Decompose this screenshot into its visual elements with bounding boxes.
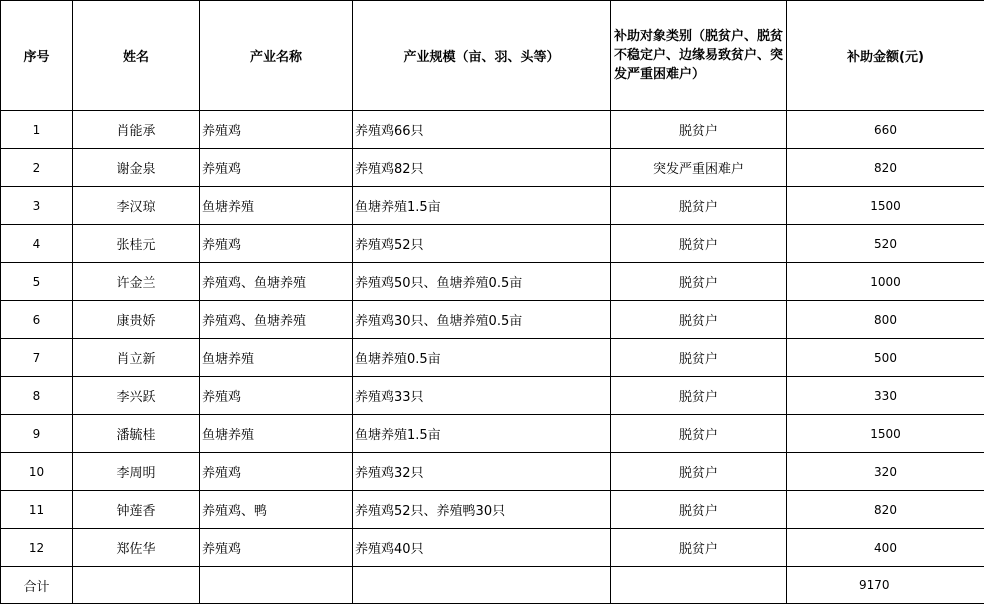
row-category: 脱贫户 <box>611 225 787 263</box>
header-scale: 产业规模（亩、羽、头等） <box>353 1 611 111</box>
row-name: 谢金泉 <box>73 149 200 187</box>
row-category: 脱贫户 <box>611 415 787 453</box>
row-name: 李兴跃 <box>73 377 200 415</box>
row-category: 脱贫户 <box>611 491 787 529</box>
row-index: 4 <box>1 225 73 263</box>
row-amount: 1500 <box>787 415 984 453</box>
row-name: 许金兰 <box>73 263 200 301</box>
table-row <box>1 111 984 149</box>
row-amount: 320 <box>787 453 984 491</box>
row-index: 7 <box>1 339 73 377</box>
row-scale: 养殖鸡82只 <box>353 149 611 187</box>
row-index: 1 <box>1 111 73 149</box>
total-empty-cell <box>200 567 353 604</box>
row-amount: 1500 <box>787 187 984 225</box>
row-amount: 800 <box>787 301 984 339</box>
row-scale: 养殖鸡33只 <box>353 377 611 415</box>
table-row <box>1 491 984 529</box>
row-name: 康贵娇 <box>73 301 200 339</box>
total-label: 合计 <box>1 567 73 604</box>
row-amount: 660 <box>787 111 984 149</box>
row-name: 潘毓桂 <box>73 415 200 453</box>
row-amount: 520 <box>787 225 984 263</box>
table-row <box>1 225 984 263</box>
table-row <box>1 453 984 491</box>
row-industry: 养殖鸡 <box>200 453 353 491</box>
row-scale: 鱼塘养殖0.5亩 <box>353 339 611 377</box>
total-empty-cell <box>611 567 787 604</box>
row-scale: 养殖鸡66只 <box>353 111 611 149</box>
row-industry: 养殖鸡、鸭 <box>200 491 353 529</box>
row-scale: 鱼塘养殖1.5亩 <box>353 187 611 225</box>
total-empty-cell <box>73 567 200 604</box>
table-row <box>1 529 984 567</box>
table-row <box>1 263 984 301</box>
row-index: 11 <box>1 491 73 529</box>
row-scale: 养殖鸡32只 <box>353 453 611 491</box>
row-amount: 820 <box>787 149 984 187</box>
row-category: 脱贫户 <box>611 453 787 491</box>
row-amount: 330 <box>787 377 984 415</box>
row-index: 8 <box>1 377 73 415</box>
row-index: 6 <box>1 301 73 339</box>
total-row <box>1 567 984 604</box>
row-name: 肖能承 <box>73 111 200 149</box>
header-index: 序号 <box>1 1 73 111</box>
row-category: 脱贫户 <box>611 339 787 377</box>
row-name: 李周明 <box>73 453 200 491</box>
table-row <box>1 377 984 415</box>
table-row <box>1 149 984 187</box>
row-name: 肖立新 <box>73 339 200 377</box>
row-category: 脱贫户 <box>611 529 787 567</box>
table-row <box>1 415 984 453</box>
row-industry: 养殖鸡 <box>200 529 353 567</box>
row-amount: 400 <box>787 529 984 567</box>
row-category: 脱贫户 <box>611 301 787 339</box>
header-row <box>1 1 984 111</box>
row-amount: 500 <box>787 339 984 377</box>
row-category: 脱贫户 <box>611 111 787 149</box>
row-scale: 养殖鸡52只、养殖鸭30只 <box>353 491 611 529</box>
row-index: 2 <box>1 149 73 187</box>
row-industry: 养殖鸡 <box>200 149 353 187</box>
row-name: 郑佐华 <box>73 529 200 567</box>
row-industry: 养殖鸡 <box>200 225 353 263</box>
total-empty-cell <box>353 567 611 604</box>
row-category: 脱贫户 <box>611 377 787 415</box>
header-category: 补助对象类别（脱贫户、脱贫不稳定户、边缘易致贫户、突发严重困难户） <box>611 1 787 111</box>
row-name: 李汉琼 <box>73 187 200 225</box>
row-index: 10 <box>1 453 73 491</box>
header-name: 姓名 <box>73 1 200 111</box>
row-scale: 鱼塘养殖1.5亩 <box>353 415 611 453</box>
row-industry: 养殖鸡、鱼塘养殖 <box>200 301 353 339</box>
total-amount: 9170 <box>787 567 984 604</box>
row-scale: 养殖鸡40只 <box>353 529 611 567</box>
row-industry: 养殖鸡、鱼塘养殖 <box>200 263 353 301</box>
row-amount: 820 <box>787 491 984 529</box>
header-amount: 补助金额(元) <box>787 1 984 111</box>
row-scale: 养殖鸡50只、鱼塘养殖0.5亩 <box>353 263 611 301</box>
row-category: 突发严重困难户 <box>611 149 787 187</box>
row-index: 5 <box>1 263 73 301</box>
row-scale: 养殖鸡30只、鱼塘养殖0.5亩 <box>353 301 611 339</box>
table-row <box>1 301 984 339</box>
row-industry: 鱼塘养殖 <box>200 415 353 453</box>
row-scale: 养殖鸡52只 <box>353 225 611 263</box>
row-category: 脱贫户 <box>611 263 787 301</box>
header-industry: 产业名称 <box>200 1 353 111</box>
row-industry: 鱼塘养殖 <box>200 187 353 225</box>
row-amount: 1000 <box>787 263 984 301</box>
row-index: 9 <box>1 415 73 453</box>
row-index: 3 <box>1 187 73 225</box>
row-category: 脱贫户 <box>611 187 787 225</box>
row-index: 12 <box>1 529 73 567</box>
row-name: 张桂元 <box>73 225 200 263</box>
table-row <box>1 339 984 377</box>
table-row <box>1 187 984 225</box>
row-industry: 养殖鸡 <box>200 377 353 415</box>
row-industry: 养殖鸡 <box>200 111 353 149</box>
row-name: 钟莲香 <box>73 491 200 529</box>
row-industry: 鱼塘养殖 <box>200 339 353 377</box>
